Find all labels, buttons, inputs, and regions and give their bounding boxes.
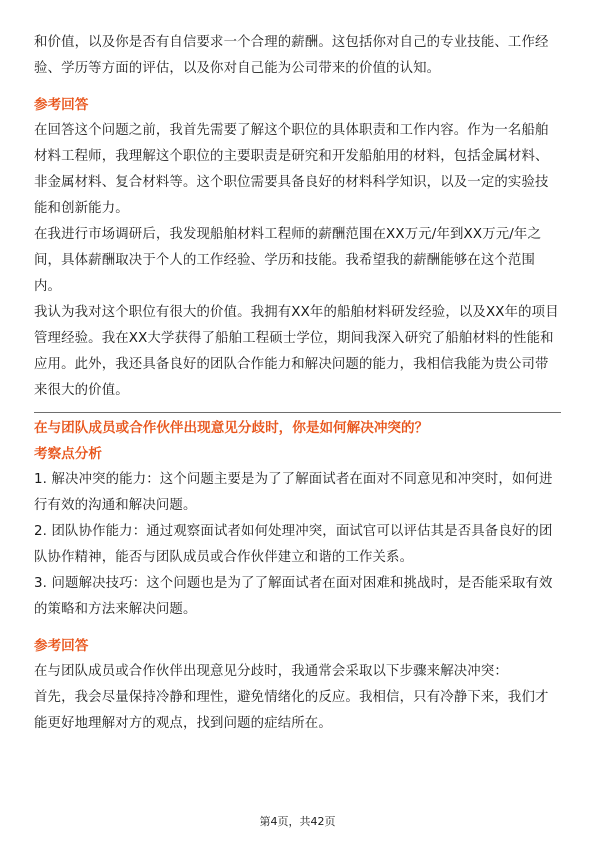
section1-paragraph: 我认为我对这个职位有很大的价值。我拥有XX年的船舶材料研发经验，以及XX年的项目管理经验。我在XX大学获得了船舶工程硕士学位，期间我深入研究了船舶材料的性能和应用。此外，我还具备良好的团队合作能力和解决问题的能力，我相信我能为贵公司带来很大的价值。 <box>34 305 559 398</box>
section2-paragraph: 首先，我会尽量保持冷静和理性，避免情绪化的反应。我相信，只有冷静下来，我们才能更好地理解对方的观点，找到问题的症结所在。 <box>34 690 549 731</box>
analysis-item: 3. 问题解决技巧：这个问题也是为了了解面试者在面对困难和挑战时，是否能采取有效的策略和方法来解决问题。 <box>34 576 553 617</box>
analysis-heading: 考察点分析 <box>34 446 102 462</box>
question-title: 在与团队成员或合作伙伴出现意见分歧时，你是如何解决冲突的？ <box>34 420 429 436</box>
section2-paragraph: 在与团队成员或合作伙伴出现意见分歧时，我通常会采取以下步骤来解决冲突： <box>34 664 508 679</box>
section1-paragraph: 在我进行市场调研后，我发现船舶材料工程师的薪酬范围在XX万元/年到XX万元/年之间，具体薪酬取决于个人的工作经验、学历和技能。我希望我的薪酬能够在这个范围内。 <box>34 227 541 294</box>
section1-paragraph: 在回答这个问题之前，我首先需要了解这个职位的具体职责和工作内容。作为一名船舶材料工程师，我理解这个职位的主要职责是研究和开发船舶用的材料，包括金属材料、非金属材料、复合材料等。这个职位需要具备良好的材料科学知识，以及一定的实验技能和创新能力。 <box>34 123 549 216</box>
intro-paragraph: 和价值，以及你是否有自信要求一个合理的薪酬。这包括你对自己的专业技能、工作经验、学历等方面的评估，以及你对自己能为公司带来的价值的认知。 <box>34 35 549 76</box>
section-divider <box>34 412 561 413</box>
page-number: 第4页，共42页 <box>259 815 336 828</box>
section1-answer-heading: 参考回答 <box>34 97 89 113</box>
section2-answer-heading: 参考回答 <box>34 638 89 654</box>
analysis-item: 1. 解决冲突的能力：这个问题主要是为了了解面试者在面对不同意见和冲突时，如何进行有效的沟通和解决问题。 <box>34 472 553 513</box>
analysis-item: 2. 团队协作能力：通过观察面试者如何处理冲突，面试官可以评估其是否具备良好的团队协作精神，能否与团队成员或合作伙伴建立和谐的工作关系。 <box>34 524 553 565</box>
document-page <box>34 30 561 737</box>
